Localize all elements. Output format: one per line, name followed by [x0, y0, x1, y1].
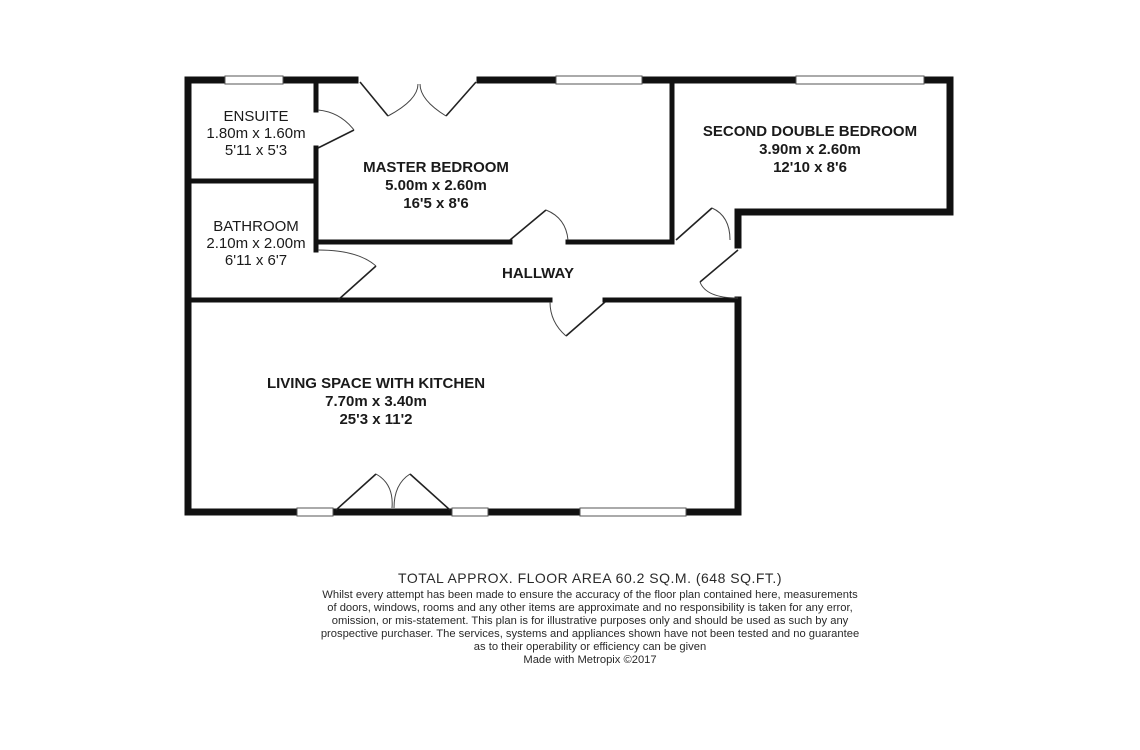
room-ensuite [206, 108, 305, 159]
ensuite-name: ENSUITE [223, 108, 289, 125]
plan-footer [240, 570, 940, 667]
door-bathroom [318, 250, 376, 300]
second-bedroom-imperial: 12'10 x 8'6 [773, 159, 847, 176]
door-master-double [360, 82, 476, 116]
window-second-bedroom [796, 76, 924, 84]
disclaimer-line: of doors, windows, rooms and any other items are approximate and no responsibility is taken for any error, [327, 602, 853, 614]
doors [318, 82, 738, 510]
total-floor-area: TOTAL APPROX. FLOOR AREA 60.2 SQ.M. (648 SQ.FT.) [398, 570, 782, 586]
credit: Made with Metropix ©2017 [523, 654, 657, 666]
window-living-left [297, 508, 333, 516]
ensuite-metric: 1.80m x 1.60m [206, 125, 306, 142]
room-living [267, 375, 485, 428]
window-ensuite [225, 76, 283, 84]
room-second-bedroom [703, 123, 917, 176]
living-metric: 7.70m x 3.40m [325, 393, 427, 410]
disclaimer-line: prospective purchaser. The services, systems and appliances shown have not been tested and no guarantee [320, 628, 860, 640]
second-bedroom-name: SECOND DOUBLE BEDROOM [702, 123, 918, 140]
bathroom-imperial: 6'11 x 6'7 [224, 252, 288, 269]
disclaimer-line: Whilst every attempt has been made to ensure the accuracy of the floor plan contained here, measurements [322, 589, 858, 601]
door-entrance [700, 250, 738, 298]
door-ensuite [318, 110, 354, 148]
bathroom-name: BATHROOM [213, 218, 299, 235]
disclaimer-line: omission, or mis-statement. This plan is for illustrative purposes only and should be used as such by any [331, 615, 849, 627]
disclaimer-line: as to their operability or efficiency can be given [473, 641, 707, 653]
hallway-name: HALLWAY [502, 265, 574, 282]
bathroom-metric: 2.10m x 2.00m [206, 235, 306, 252]
living-imperial: 25'3 x 11'2 [339, 411, 413, 428]
window-master [556, 76, 642, 84]
door-living-double [336, 474, 450, 510]
living-name: LIVING SPACE WITH KITCHEN [266, 375, 486, 392]
ensuite-imperial: 5'11 x 5'3 [224, 142, 288, 159]
door-second-bedroom [676, 208, 730, 240]
room-bathroom [206, 218, 305, 269]
door-living [550, 302, 605, 336]
disclaimer [240, 589, 940, 654]
second-bedroom-metric: 3.90m x 2.60m [759, 141, 861, 158]
master-bedroom-metric: 5.00m x 2.60m [385, 177, 487, 194]
master-bedroom-name: MASTER BEDROOM [363, 159, 509, 176]
door-master-hallway [510, 210, 568, 240]
master-bedroom-imperial: 16'5 x 8'6 [403, 195, 469, 212]
room-master-bedroom [363, 159, 509, 212]
window-living-right [580, 508, 686, 516]
room-hallway [502, 265, 574, 282]
window-living-mid [452, 508, 488, 516]
